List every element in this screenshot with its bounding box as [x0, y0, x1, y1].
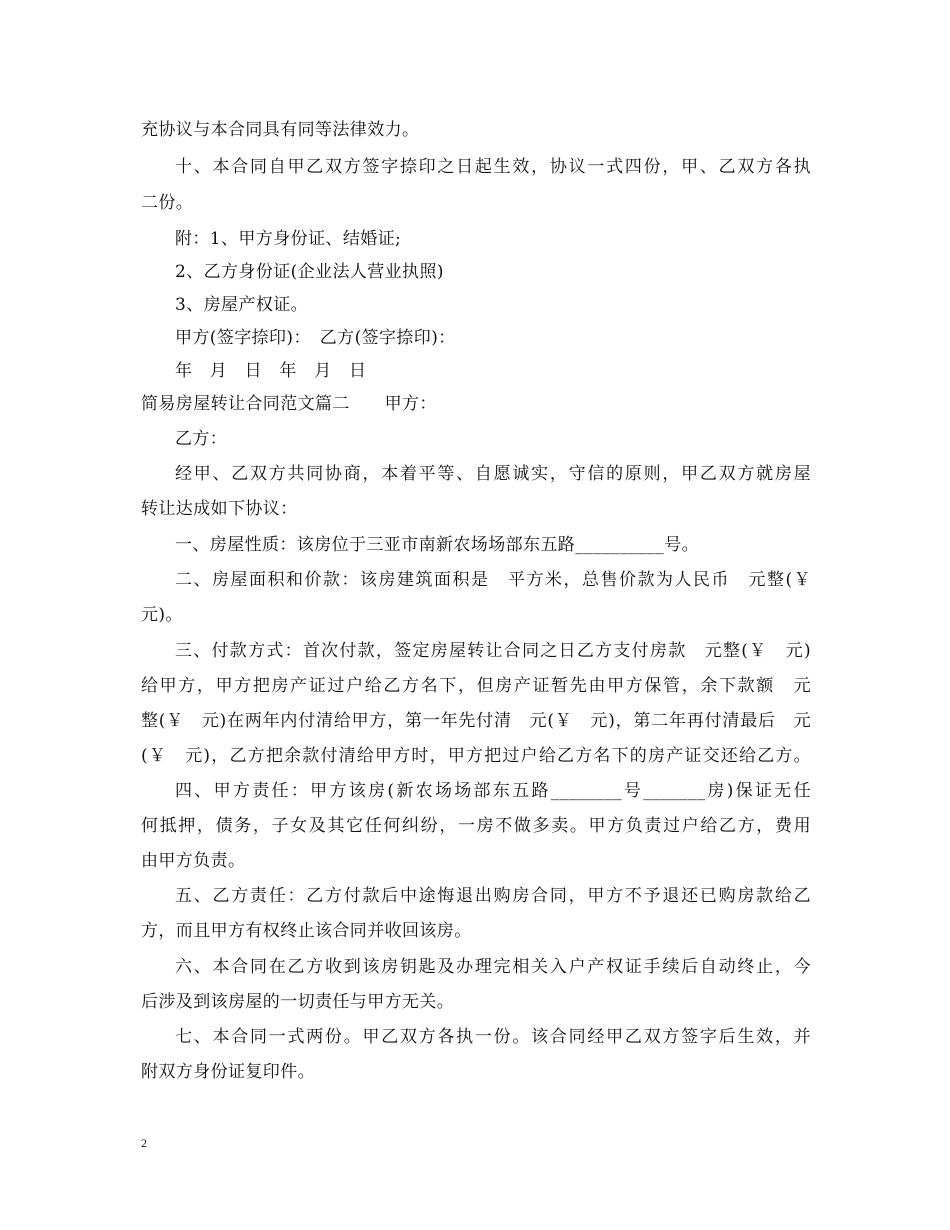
- text-line: 后涉及到该房屋的一切责任与甲方无关。: [141, 992, 455, 1012]
- text-line: 给甲方，甲方把房产证过户给乙方名下，但房产证暂先由甲方保管，余下款额 元: [141, 676, 811, 696]
- text-line: 六、本合同在乙方收到该房钥匙及办理完相关入户产权证手续后自动终止，今: [175, 957, 811, 977]
- text-line: 三、付款方式：首次付款，签定房屋转让合同之日乙方支付房款 元整(￥ 元): [175, 641, 811, 661]
- text-line: 何抵押，债务，子女及其它任何纠纷，一房不做多卖。甲方负责过户给乙方，费用: [141, 816, 811, 836]
- text-line: 一、房屋性质：该房位于三亚市南新农场场部东五路__________号。: [175, 535, 699, 555]
- date-line: 年 月 日 年 月 日: [175, 361, 367, 381]
- page-number: 2: [141, 1136, 147, 1150]
- text-line: 附双方身份证复印件。: [141, 1062, 315, 1082]
- text-line: 附：1、甲方身份证、结婚证;: [175, 229, 402, 249]
- text-line: 2、乙方身份证(企业法人营业执照): [175, 262, 444, 282]
- text-line: 3、房屋产权证。: [175, 295, 309, 315]
- text-line: 整(￥ 元)在两年内付清给甲方，第一年先付清 元(￥ 元)，第二年再付清最后 元: [141, 711, 811, 731]
- text-line: 转让达成如下协议：: [141, 499, 298, 519]
- text-line: (￥ 元)，乙方把余款付清给甲方时，甲方把过户给乙方名下的房产证交还给乙方。: [141, 746, 811, 766]
- text-line: 由甲方负责。: [141, 851, 246, 871]
- section-heading: 简易房屋转让合同范文篇二 甲方：: [141, 394, 437, 414]
- text-line: 元)。: [141, 605, 183, 625]
- text-line: 充协议与本合同具有同等法律效力。: [141, 120, 420, 140]
- text-line: 四、甲方责任：甲方该房(新农场场部东五路________号_______房)保证无任: [175, 781, 811, 801]
- text-line: 二份。: [141, 193, 194, 213]
- text-line: 方，而且甲方有权终止该合同并收回该房。: [141, 921, 472, 941]
- text-line: 乙方：: [175, 429, 228, 449]
- text-line: 五、乙方责任：乙方付款后中途悔退出购房合同，甲方不予退还已购房款给乙: [175, 886, 811, 906]
- text-line: 二、房屋面积和价款：该房建筑面积是 平方米，总售价款为人民币 元整(￥: [175, 570, 811, 590]
- signature-line: 甲方(签字捺印)： 乙方(签字捺印)：: [175, 328, 456, 348]
- text-line: 十、本合同自甲乙双方签字捺印之日起生效，协议一式四份，甲、乙双方各执: [175, 157, 811, 177]
- text-line: 七、本合同一式两份。甲乙双方各执一份。该合同经甲乙双方签字后生效，并: [175, 1027, 811, 1047]
- text-line: 经甲、乙双方共同协商，本着平等、自愿诚实，守信的原则，甲乙双方就房屋: [175, 464, 811, 484]
